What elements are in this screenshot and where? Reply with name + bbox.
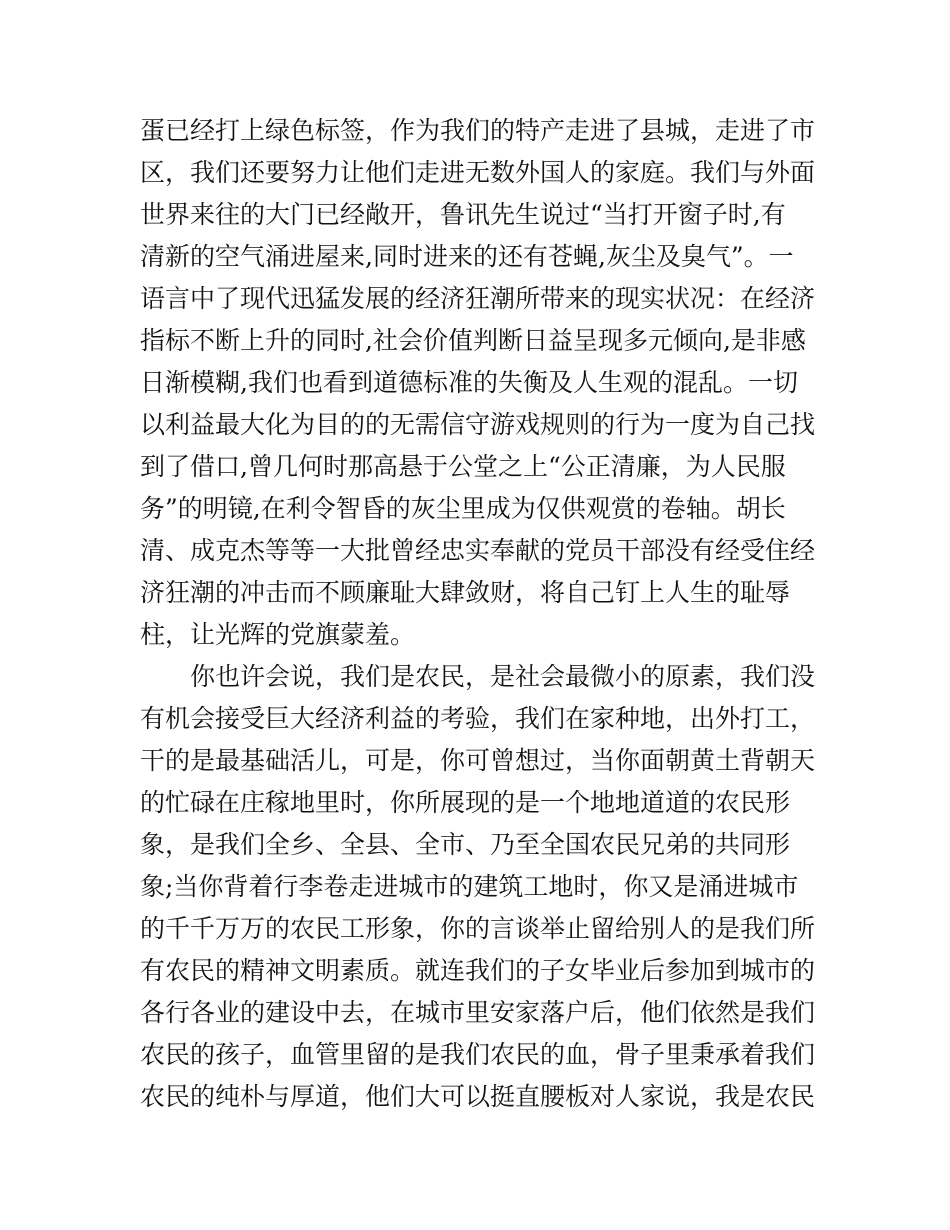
text-line: 清新的空气涌进屋来,同时进来的还有苍蝇,灰尘及臭气”。一 <box>140 242 794 271</box>
text-line: 济狂潮的冲击而不顾廉耻大肆敛财，将自己钉上人生的耻辱 <box>140 578 791 607</box>
text-line: 到了借口,曾几何时那高悬于公堂之上“公正清廉，为人民服 <box>140 452 786 481</box>
text-line: 指标不断上升的同时,社会价值判断日益呈现多元倾向,是非感 <box>140 326 806 355</box>
text-line: 象;当你背着行李卷走进城市的建筑工地时，你又是涌进城市 <box>140 872 799 901</box>
text-line: 各行各业的建设中去，在城市里安家落户后，他们依然是我们 <box>140 998 816 1027</box>
text-line: 的忙碌在庄稼地里时，你所展现的是一个地地道道的农民形 <box>140 788 791 817</box>
paragraph-start-line: 你也许会说，我们是农民，是社会最微小的原素，我们没 <box>140 662 816 691</box>
text-line: 务”的明镜,在利令智昏的灰尘里成为仅供观赏的卷轴。胡长 <box>140 494 786 523</box>
text-line: 语言中了现代迅猛发展的经济狂潮所带来的现实状况：在经济 <box>140 284 816 313</box>
text-line: 日渐模糊,我们也看到道德标准的失衡及人生观的混乱。一切 <box>140 368 798 397</box>
text-line: 以利益最大化为目的的无需信守游戏规则的行为一度为自己找 <box>140 410 816 439</box>
text-line: 有机会接受巨大经济利益的考验，我们在家种地，出外打工， <box>140 704 816 733</box>
text-line: 清、成克杰等等一大批曾经忠实奉献的党员干部没有经受住经 <box>140 536 816 565</box>
text-line: 农民的纯朴与厚道，他们大可以挺直腰板对人家说，我是农民 <box>140 1082 816 1111</box>
text-line: 有农民的精神文明素质。就连我们的子女毕业后参加到城市的 <box>140 956 816 985</box>
body-text <box>140 110 820 1118</box>
text-line: 干的是最基础活儿，可是，你可曾想过，当你面朝黄土背朝天 <box>140 746 816 775</box>
text-line: 柱，让光辉的党旗蒙羞。 <box>140 620 416 649</box>
text-line: 农民的孩子，血管里留的是我们农民的血，骨子里秉承着我们 <box>140 1040 816 1069</box>
text-line: 的千千万万的农民工形象，你的言谈举止留给别人的是我们所 <box>140 914 816 943</box>
text-line: 象，是我们全乡、全县、全市、乃至全国农民兄弟的共同形 <box>140 830 791 859</box>
text-line: 世界来往的大门已经敞开，鲁讯先生说过“当打开窗子时,有 <box>140 200 786 229</box>
text-line: 区，我们还要努力让他们走进无数外国人的家庭。我们与外面 <box>140 158 816 187</box>
text-line: 蛋已经打上绿色标签，作为我们的特产走进了县城，走进了市 <box>140 116 816 145</box>
